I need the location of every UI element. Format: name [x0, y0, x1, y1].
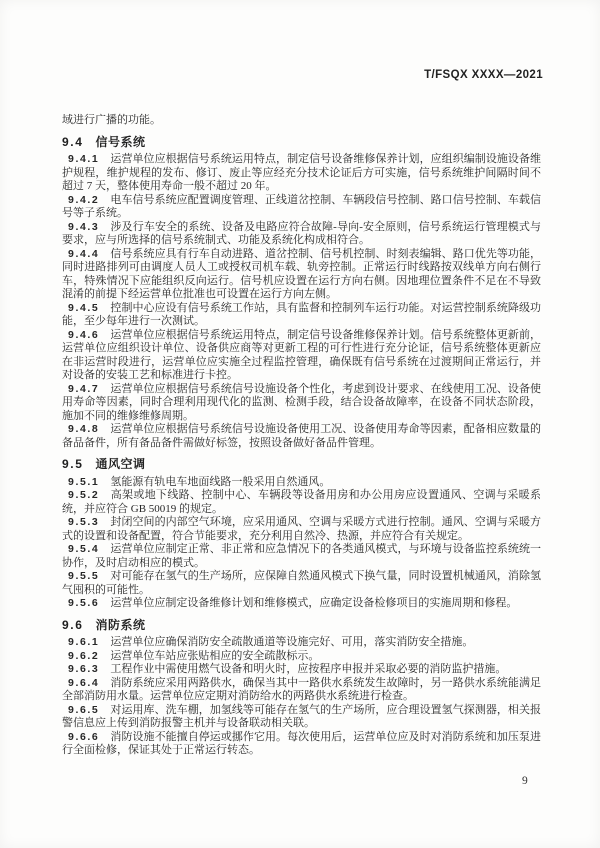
clause-paragraph-9.4.7: 9.4.7 运营单位应根据信号系统信号设施设备个性化，考虑到设计要求、在线使用工况、设备使用寿命等因素，同时合理利用现代化的监测、检测手段，结合设备故障率，在设备不同状态阶段，施加不同的维修维修周期。: [62, 382, 541, 422]
clause-paragraph-9.6.5: 9.6.5 对运用库、洗车棚，加氢线等可能存在氢气的生产场所，应合理设置氢气探测器，相关报警信息应上传到消防报警主机并与设备联动相关联。: [62, 703, 541, 729]
clause-paragraph-9.6.4: 9.6.4 消防系统应采用两路供水，确保当其中一路供水系统发生故障时，另一路供水系统能满足全部消防用水量。运营单位应定期对消防给水的两路供水系统进行检查。: [62, 676, 541, 702]
clause-paragraph-9.4.4: 9.4.4 信号系统应具有行车自动进路、道岔控制、信号机控制、时刻表编辑、路口优先等功能，同时进路排列可由调度人员人工或授权司机车载、轨旁控制。正常运行时线路按双线单方向右侧行车，特殊情况下应能组织反向运行。信号机应设置在运行方向右侧。因地理位置条件不足在不导致混淆的前提下经运营单位批准也可设置在运行方向左侧。: [62, 247, 541, 300]
clause-paragraph-9.5.5: 9.5.5 对可能存在氢气的生产场所，应保障自然通风模式下换气量，同时设置机械通风，消除氢气囤积的可能性。: [62, 570, 541, 596]
clause-paragraph-9.4.1: 9.4.1 运营单位应根据信号系统运用特点，制定信号设备维修保养计划，应组织编制设施设备维护规程，维护规程的发布、修订、废止等应经充分技术论证后方可实施，信号系统维护间隔时间不超过 7 天，整体使用寿命一般不超过 20 年。: [62, 153, 541, 192]
clause-paragraph-9.6.1: 9.6.1 运营单位应确保消防安全疏散通道等设施完好、可用，落实消防安全措施。: [68, 636, 474, 648]
clause-paragraph-9.6.3: 9.6.3 工程作业中需使用燃气设备和明火时，应按程序申报并采取必要的消防监护措施。: [68, 663, 507, 675]
section-heading-9.6: 9.6 消防系统: [62, 617, 146, 632]
clause-paragraph-9.6.2: 9.6.2 运营单位车站应张贴相应的安全疏散标示。: [68, 649, 320, 662]
clause-paragraph-9.5.1: 9.5.1 氢能源有轨电车地面线路一般采用自然通风。: [68, 475, 331, 488]
clause-paragraph-9.4.5: 9.4.5 控制中心应设有信号系统工作站，具有监督和控制列车运行功能。对运营控制系统降级功能，至少每年进行一次测试。: [62, 301, 541, 327]
clause-paragraph-9.4.8: 9.4.8 运营单位应根据信号系统信号设施设备使用工况、设备使用寿命等因素，配备相应数量的备品备件，所有备品备件需做好标签，按照设备做好备品件管理。: [62, 423, 541, 449]
section-heading-9.5: 9.5 通风空调: [62, 457, 146, 471]
clause-paragraph-9.4.6: 9.4.6 运营单位应根据信号系统运用特点，制定信号设备维修保养计划。信号系统整体更新前，运营单位应组织设计单位、设备供应商等对更新工程的可行性进行充分论证，信号系统整体更新应在非运营时段进行，运营单位应实施全过程监控管理，确保既有信号系统在过渡期间正常运行，并对设备的安装工艺和标准进行卡控。: [62, 328, 541, 381]
clause-paragraph-9.4.2: 9.4.2 电车信号系统应配置调度管理、正线道岔控制、车辆段信号控制、路口信号控制、车载信号等子系统。: [62, 193, 541, 219]
body-text-continuation: 域进行广播的功能。: [62, 114, 161, 126]
section-heading-9.4: 9.4 信号系统: [62, 134, 146, 149]
clause-paragraph-9.5.2: 9.5.2 高架或地下线路、控制中心、车辆段等设备用房和办公用房应设置通风、空调与采暖系统，并应符合 GB 50019 的规定。: [62, 489, 541, 515]
document-body: [62, 114, 541, 758]
page-number: 9: [522, 775, 528, 787]
document-header: [424, 69, 543, 81]
clause-paragraph-9.5.6: 9.5.6 运营单位应制定设备维修计划和维修模式，应确定设备检修项目的实施周期和修程。: [68, 597, 518, 609]
clause-paragraph-9.4.3: 9.4.3 涉及行车安全的系统、设备及电路应符合故障-导向-安全原则，信号系统运行管理模式与要求，应与所选择的信号系统制式、功能及系统化构成相符合。: [62, 220, 541, 246]
standard-number: T/FSQX XXXX—2021: [424, 69, 543, 81]
clause-paragraph-9.5.3: 9.5.3 封闭空间的内部空气环境，应采用通风、空调与采暖方式进行控制。通风、空调与采暖方式的设置和设备配置，符合节能要求，充分利用自然冷、热源，并应符合有关规定。: [62, 516, 541, 542]
clause-paragraph-9.6.6: 9.6.6 消防设施不能擅自停运或挪作它用。每次使用后，运营单位应及时对消防系统和加压泵进行全面检修，保证其处于正常运行转态。: [62, 730, 541, 756]
clause-paragraph-9.5.4: 9.5.4 运营单位应制定正常、非正常和应急情况下的各类通风模式，与环境与设备监控系统统一协作，及时启动相应的模式。: [62, 543, 541, 569]
